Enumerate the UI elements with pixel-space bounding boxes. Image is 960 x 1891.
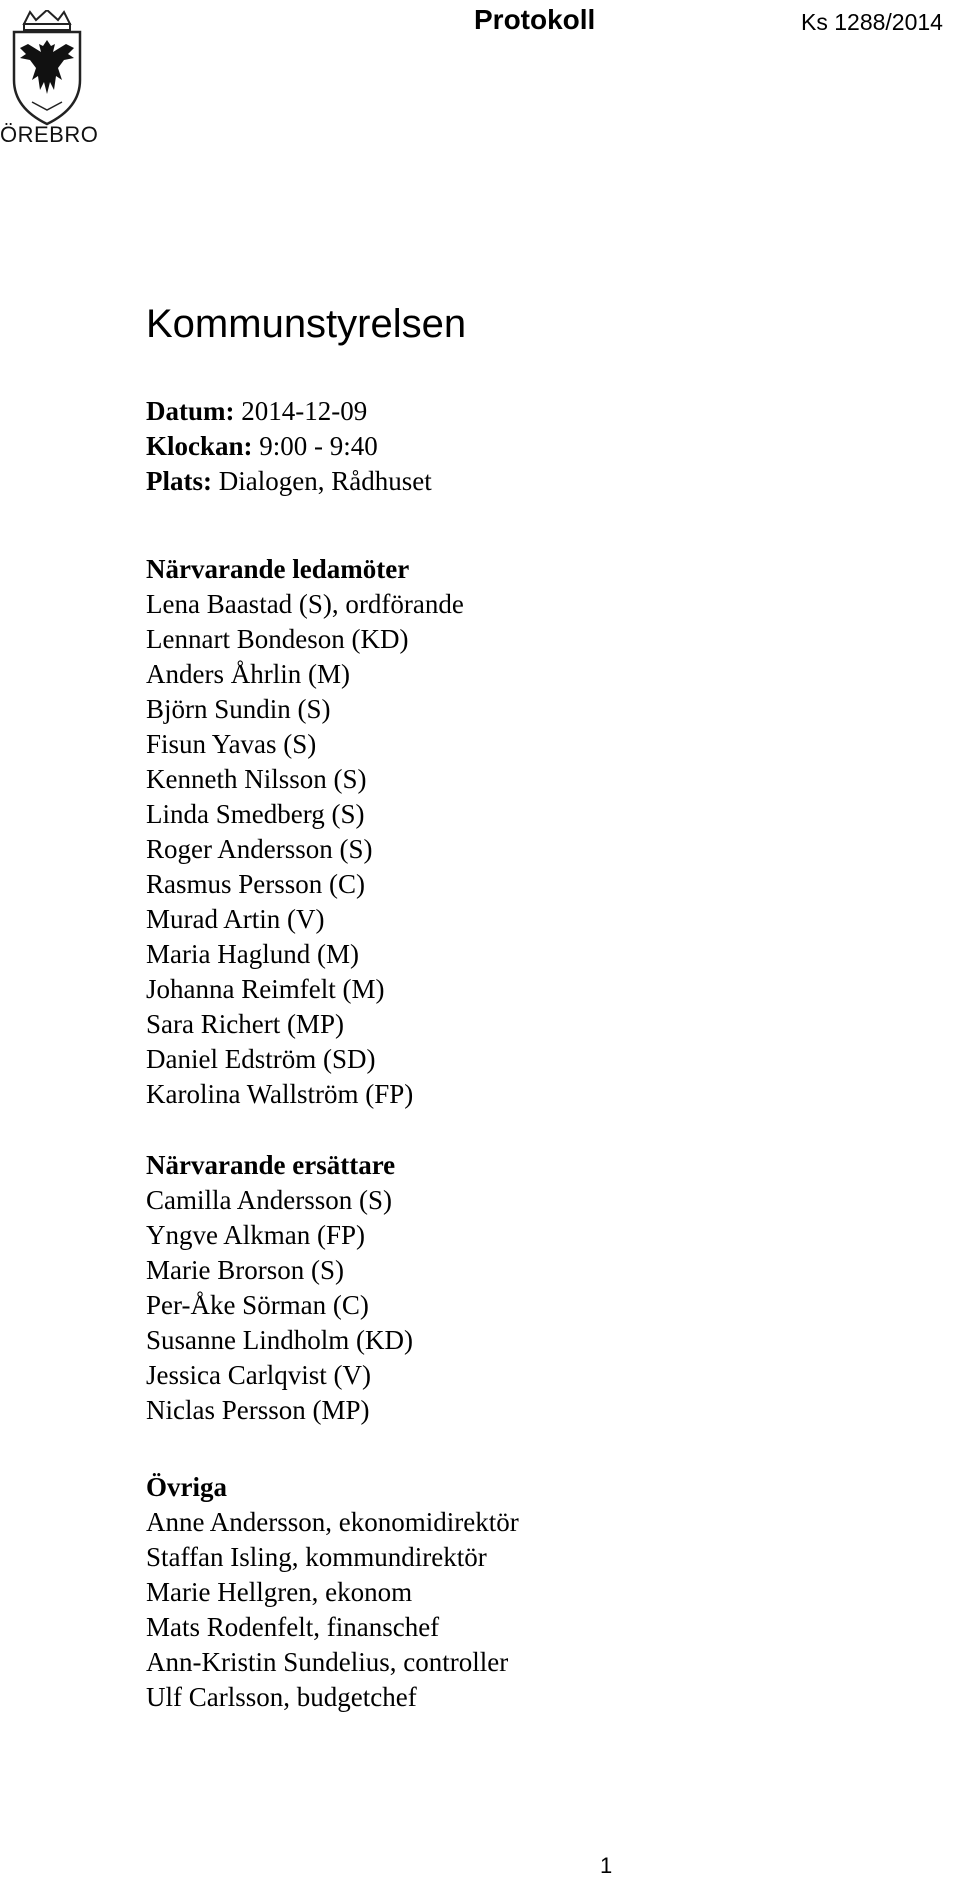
place-label: Plats:	[146, 466, 212, 496]
list-item: Camilla Andersson (S)	[146, 1185, 392, 1215]
date-row	[146, 394, 432, 429]
date-label: Datum:	[146, 396, 235, 426]
place-value: Dialogen, Rådhuset	[218, 466, 432, 496]
members-section	[146, 552, 464, 1112]
members-heading: Närvarande ledamöter	[146, 554, 410, 584]
logo-wordmark: ÖREBRO	[0, 122, 99, 147]
list-item: Marie Hellgren, ekonom	[146, 1577, 413, 1607]
list-item: Jessica Carlqvist (V)	[146, 1360, 371, 1390]
list-item: Johanna Reimfelt (M)	[146, 974, 385, 1004]
list-item: Rasmus Persson (C)	[146, 869, 366, 899]
list-item: Karolina Wallström (FP)	[146, 1079, 414, 1109]
substitutes-section	[146, 1148, 413, 1428]
date-value: 2014-12-09	[241, 396, 368, 426]
time-row	[146, 429, 432, 464]
page-title: Kommunstyrelsen	[146, 302, 467, 346]
list-item: Daniel Edström (SD)	[146, 1044, 376, 1074]
list-item: Marie Brorson (S)	[146, 1255, 344, 1285]
list-item: Lennart Bondeson (KD)	[146, 624, 409, 654]
list-item: Roger Andersson (S)	[146, 834, 373, 864]
list-item: Maria Haglund (M)	[146, 939, 359, 969]
list-item: Mats Rodenfelt, finanschef	[146, 1612, 440, 1642]
list-item: Sara Richert (MP)	[146, 1009, 344, 1039]
meeting-details	[146, 394, 432, 499]
list-item: Ulf Carlsson, budgetchef	[146, 1682, 417, 1712]
time-value: 9:00 - 9:40	[259, 431, 378, 461]
case-reference: Ks 1288/2014	[801, 9, 943, 35]
time-label: Klockan:	[146, 431, 253, 461]
page-number: 1	[600, 1853, 613, 1878]
list-item: Lena Baastad (S), ordförande	[146, 589, 464, 619]
list-item: Murad Artin (V)	[146, 904, 325, 934]
list-item: Björn Sundin (S)	[146, 694, 331, 724]
substitutes-heading: Närvarande ersättare	[146, 1150, 396, 1180]
others-heading: Övriga	[146, 1472, 227, 1502]
list-item: Yngve Alkman (FP)	[146, 1220, 365, 1250]
list-item: Kenneth Nilsson (S)	[146, 764, 367, 794]
list-item: Anne Andersson, ekonomidirektör	[146, 1507, 519, 1537]
place-row	[146, 464, 432, 499]
eagle-shield-icon	[2, 10, 92, 128]
list-item: Niclas Persson (MP)	[146, 1395, 370, 1425]
others-section	[146, 1470, 519, 1715]
list-item: Anders Åhrlin (M)	[146, 659, 350, 689]
document-type-title: Protokoll	[474, 4, 596, 35]
list-item: Susanne Lindholm (KD)	[146, 1325, 413, 1355]
list-item: Staffan Isling, kommundirektör	[146, 1542, 487, 1572]
list-item: Fisun Yavas (S)	[146, 729, 317, 759]
list-item: Ann-Kristin Sundelius, controller	[146, 1647, 509, 1677]
list-item: Linda Smedberg (S)	[146, 799, 365, 829]
list-item: Per-Åke Sörman (C)	[146, 1290, 369, 1320]
